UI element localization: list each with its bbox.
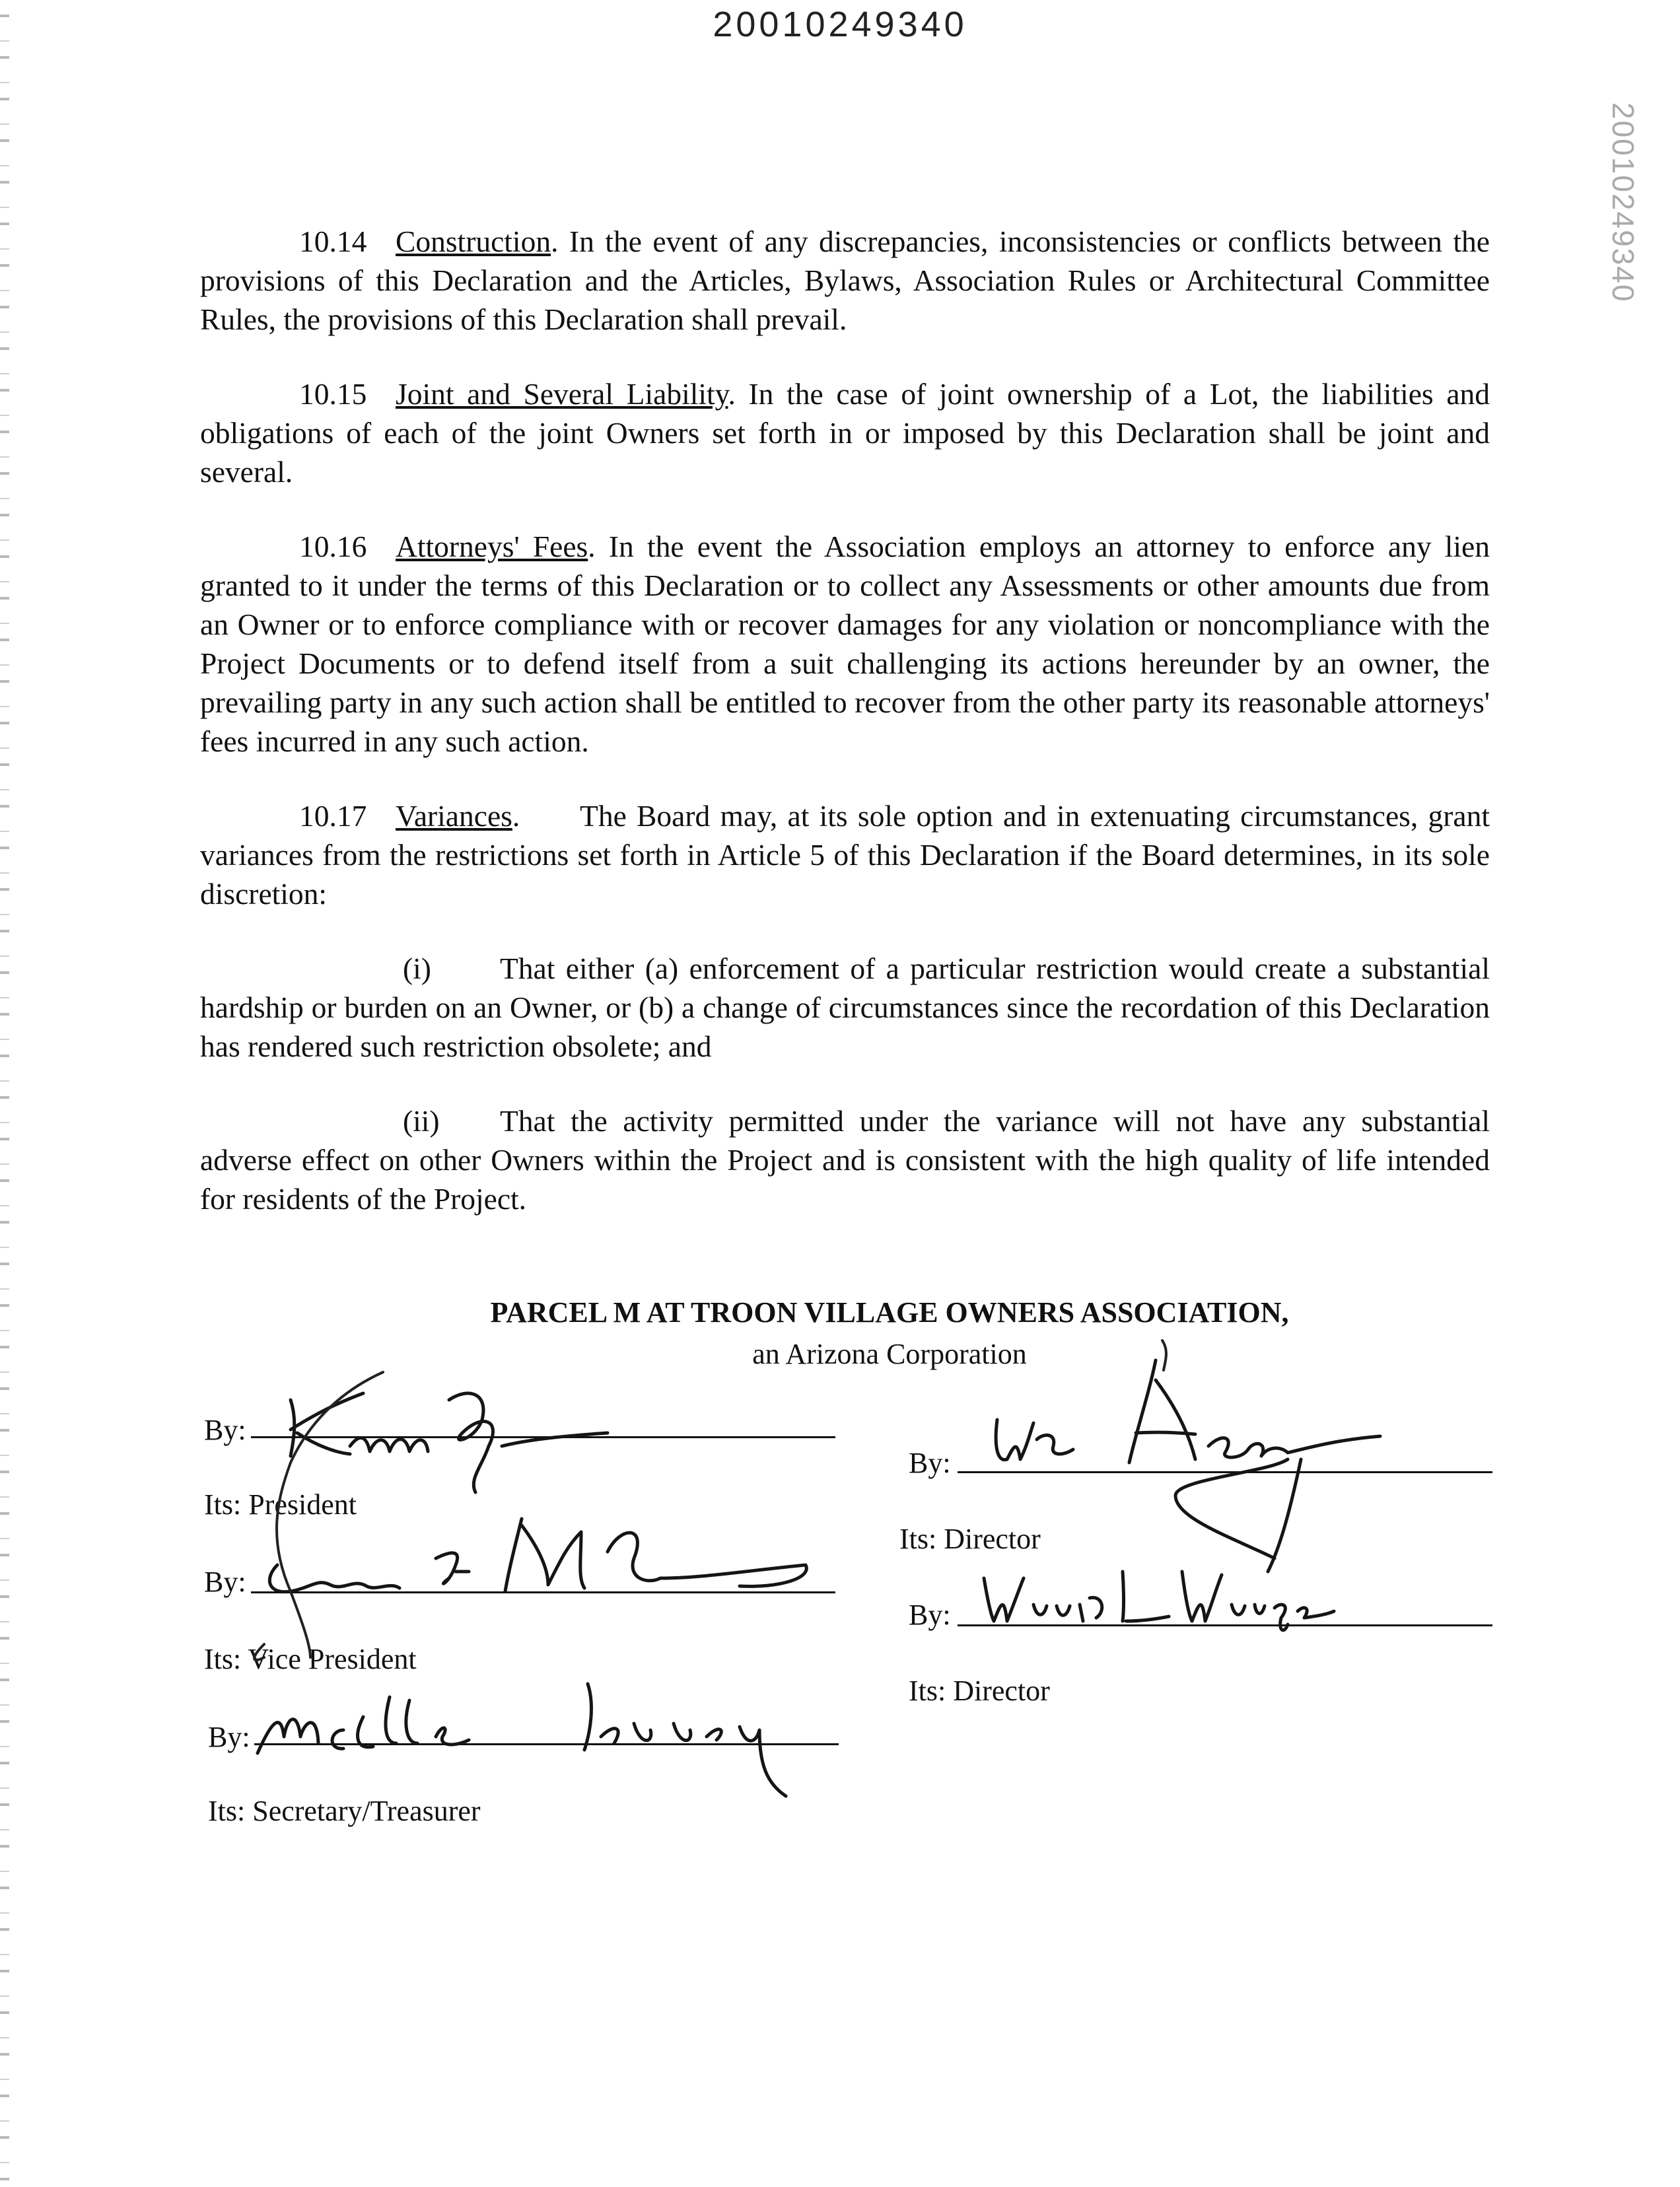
document-body [200, 222, 1498, 1254]
recording-number: 20010249340 [713, 5, 967, 44]
item-number: (ii) [403, 1104, 440, 1138]
item-i [200, 949, 1490, 1066]
section-10-16 [200, 527, 1490, 761]
section-text: . The Board may, at its sole option and in extenuating circumstances, grant variances from the restrictions set forth in Article 5 of this Declaration if the Board determines, in its sole discretion: [200, 799, 1498, 911]
signature-director-2 [971, 1558, 1341, 1638]
section-10-15 [200, 374, 1490, 491]
by-label: By: [204, 1566, 246, 1598]
item-text: That either (a) enforcement of a particular restriction would create a substantial hardship or burden on an Owner, or (b) a change of circumstances since the recordation of this Declaration has rendered such restriction obsolete; and [200, 952, 1490, 1063]
section-number: 10.16 [299, 530, 367, 563]
section-heading: Construction [396, 225, 551, 258]
signature-vice-president [238, 1479, 832, 1651]
section-number: 10.15 [299, 377, 367, 411]
association-name: PARCEL M AT TROON VILLAGE OWNERS ASSOCIATION, [490, 1296, 1289, 1329]
section-text: . In the event of any discrepancies, inconsistencies or conflicts between the provisions of this Declaration and the Articles, Bylaws, Association Rules or Architectural Committee Rules, the provisions of this Declaration shall prevail. [200, 225, 1490, 336]
section-text: . In the case of joint ownership of a Lot, the liabilities and obligations of each of the joint Owners set forth in or imposed by this Declaration shall be joint and several. [200, 377, 1490, 489]
section-10-17 [200, 796, 1498, 913]
section-number: 10.14 [299, 225, 367, 258]
signature-director-1 [958, 1340, 1420, 1578]
section-10-14 [200, 222, 1490, 339]
item-number: (i) [403, 952, 431, 985]
section-number: 10.17 [299, 799, 367, 833]
signature-title: Its: Secretary/Treasurer [208, 1795, 481, 1827]
scan-edge-artifact [0, 0, 9, 2187]
by-label: By: [909, 1599, 951, 1631]
item-ii [200, 1101, 1490, 1218]
item-text: That the activity permitted under the variance will not have any substantial adverse effect on other Owners within the Project and is consistent with the high quality of life intended for residents of the Project. [200, 1104, 1490, 1216]
by-label: By: [208, 1721, 250, 1753]
signature-title: Its: Director [909, 1675, 1050, 1707]
side-recording-stamp: 20010249340 [1606, 102, 1640, 303]
by-label: By: [909, 1447, 951, 1479]
section-heading: Joint and Several Liability [396, 377, 728, 411]
signature-title: Its: Director [899, 1523, 1041, 1555]
by-label: By: [204, 1414, 246, 1446]
signature-title: Its: President [204, 1488, 357, 1521]
association-subtitle: an Arizona Corporation [752, 1338, 1027, 1370]
section-heading: Variances [396, 799, 512, 833]
signature-secretary-treasurer [244, 1638, 839, 1809]
section-text: . In the event the Association employs an attorney to enforce any lien granted to it under the terms of this Declaration or to collect any Assessments or other amounts due from an Owner or to enforce compliance with or recover damages for any violation or noncompliance with the Project Documents or to defend itself from a suit challenging its actions hereunder by an owner, the prevailing party in any such action shall be entitled to recover from the other party its reasonable attorneys' fees incurred in any such action. [200, 530, 1490, 758]
section-heading: Attorneys' Fees [396, 530, 588, 563]
signature-title: Its: Vice President [204, 1643, 417, 1675]
